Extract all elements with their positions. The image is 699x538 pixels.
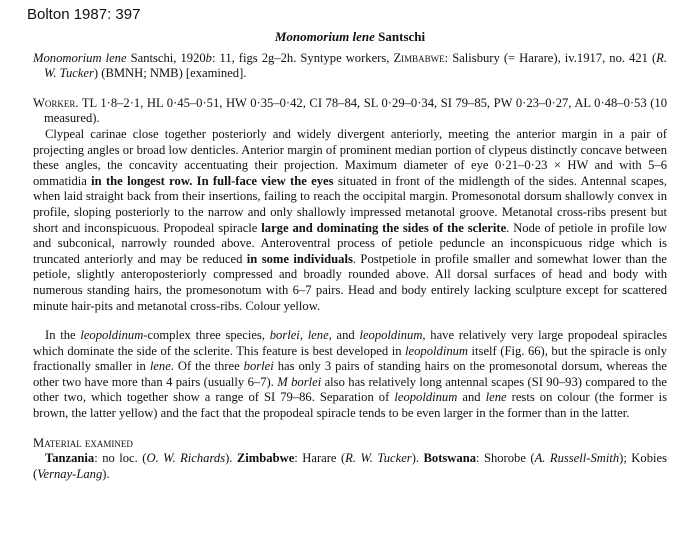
syn-collector: R. W. Tucker bbox=[44, 50, 668, 81]
worker-desc-d: large and dominating the sides of the sclerite bbox=[261, 220, 507, 235]
document-body bbox=[33, 29, 667, 482]
mat-t7: ). bbox=[102, 466, 110, 481]
mat-t3: : Harare ( bbox=[294, 451, 346, 466]
syn-country: Zimbabwe bbox=[393, 50, 445, 65]
mat-country-3: Botswana bbox=[423, 451, 476, 466]
syn-text-2: : 11, figs 2g–2h. Syntype workers, bbox=[211, 50, 394, 65]
worker-desc-b: in the longest row. In full-face view the eyes bbox=[91, 173, 334, 188]
species-title-author: Santschi bbox=[378, 29, 426, 44]
species-title bbox=[33, 29, 667, 45]
worker-desc-g: . Postpetiole in profile smaller and somewhat lower than the petiole, slightly anteroposteriorly compressed and broadly rounded above. All dorsal surfaces of head and body with numerous standing hairs, the promesonotum with 6–7 pairs. Head and body entirely lacking sculpture except for scattered minute hair-pits and metanotal cross-ribs. Colour yellow. bbox=[33, 251, 667, 313]
disc-t10: and bbox=[457, 390, 486, 405]
disc-sp7: M borlei bbox=[277, 374, 322, 389]
material-heading-text: Material examined bbox=[33, 435, 133, 450]
mat-col1: O. W. Richards bbox=[146, 451, 226, 466]
mat-t6: ); Kobies ( bbox=[33, 451, 667, 481]
worker-desc-e: . Node of petiole in profile low and subconical, narrowly rounded above. Anteroventral process of petiole peduncle an inconspicuous ridge which is truncated anteriorly and may be reduced bbox=[33, 220, 667, 266]
syn-text-3: : Salisbury (= Harare), iv.1917, no. 421 ( bbox=[444, 50, 657, 65]
material-paragraph bbox=[33, 451, 667, 482]
mat-t5: : Shorobe ( bbox=[476, 451, 535, 466]
disc-t6: itself (Fig. 66), but the spiracle is only fractionally smaller in bbox=[33, 343, 668, 374]
disc-complex: leopoldinum bbox=[80, 328, 144, 343]
disc-sp3: leopoldinum bbox=[359, 328, 423, 343]
disc-sp8: leopoldinum bbox=[394, 390, 458, 405]
worker-measurements bbox=[33, 96, 667, 127]
worker-description bbox=[33, 127, 667, 314]
syn-text-1: Santschi, 1920 bbox=[126, 50, 206, 65]
disc-t4: , and bbox=[328, 328, 360, 343]
syn-text-4: ) (BMNH; NMB) [examined]. bbox=[93, 66, 247, 81]
disc-t1: In the bbox=[45, 328, 81, 343]
mat-t4: ). bbox=[411, 451, 424, 466]
disc-t7: . Of the three bbox=[170, 359, 244, 374]
synonymy-paragraph bbox=[33, 51, 667, 82]
disc-t3: , bbox=[299, 328, 308, 343]
disc-sp4: leopoldinum bbox=[405, 343, 469, 358]
worker-desc-f: in some individuals bbox=[246, 251, 353, 266]
mat-col3: A. Russell-Smith bbox=[534, 451, 620, 466]
worker-measure-text: . TL 1·8–2·1, HL 0·45–0·51, HW 0·35–0·42, CI 78–84, SL 0·29–0·34, SI 79–85, PW 0·23–0·27, AL 0·48–0·53 (10 measured). bbox=[44, 95, 667, 126]
disc-sp9: lene bbox=[485, 390, 507, 405]
worker-desc-a: Clypeal carinae close together posteriorly and widely divergent anteriorly, meeting the anterior margin in a pair of projecting angles or broad low denticles. Anterior margin of prominent median portion of clypeus distinctly concave between these angles, the concavity accentuating their projection. Maximum diameter of eye 0·21–0·23 × HW and with 5–6 ommatidia bbox=[33, 126, 667, 188]
species-title-name: Monomorium lene bbox=[274, 29, 375, 44]
mat-col2: R. W. Tucker bbox=[345, 451, 412, 466]
disc-sp2: lene bbox=[307, 328, 329, 343]
disc-t8: has only 3 pairs of standing hairs on the promesonotal dorsum, whereas the other two have more than 4 pairs (usually 6–7). bbox=[33, 359, 667, 389]
disc-sp6: borlei bbox=[243, 359, 274, 374]
material-heading bbox=[33, 436, 667, 452]
mat-country-2: Zimbabwe bbox=[236, 451, 295, 466]
mat-t1: : no loc. ( bbox=[94, 451, 147, 466]
disc-t9: also has relatively long antennal scapes (SI 90–93) compared to the other two, which together show a range of SI 79–86. Separation of bbox=[33, 374, 667, 405]
worker-heading: Worker bbox=[33, 95, 76, 110]
page-citation: Bolton 1987: 397 bbox=[27, 6, 141, 23]
mat-t2: ). bbox=[225, 451, 237, 466]
mat-col4: Vernay-Lang bbox=[37, 466, 103, 481]
worker-desc-c: situated in front of the midlength of the sides. Antennal scapes, when laid straight back from their insertions, failing to reach the occipital margin. Promesonotal dorsum shallowly convex in profile, sloping posteriorly to the narrow and only shallowly impressed metanotal groove. Metanotal cross-ribs present but short and inconspicuous. Propodeal spiracle bbox=[33, 173, 667, 235]
disc-t5: , have relatively very large propodeal spiracles which dominate the side of the sclerite. This feature is best developed in bbox=[33, 328, 667, 358]
syn-letter: b bbox=[205, 50, 212, 65]
disc-t11: rests on colour (the former is brown, the latter yellow) and the fact that the propodeal spiracle tends to be even larger in the former than in the latter. bbox=[33, 390, 667, 421]
disc-t2: -complex three species, bbox=[143, 328, 270, 343]
discussion-paragraph bbox=[33, 328, 667, 422]
mat-country-1: Tanzania bbox=[45, 451, 95, 466]
syn-species: Monomorium lene bbox=[33, 50, 127, 65]
disc-sp1: borlei bbox=[269, 328, 300, 343]
disc-sp5: lene bbox=[149, 359, 171, 374]
